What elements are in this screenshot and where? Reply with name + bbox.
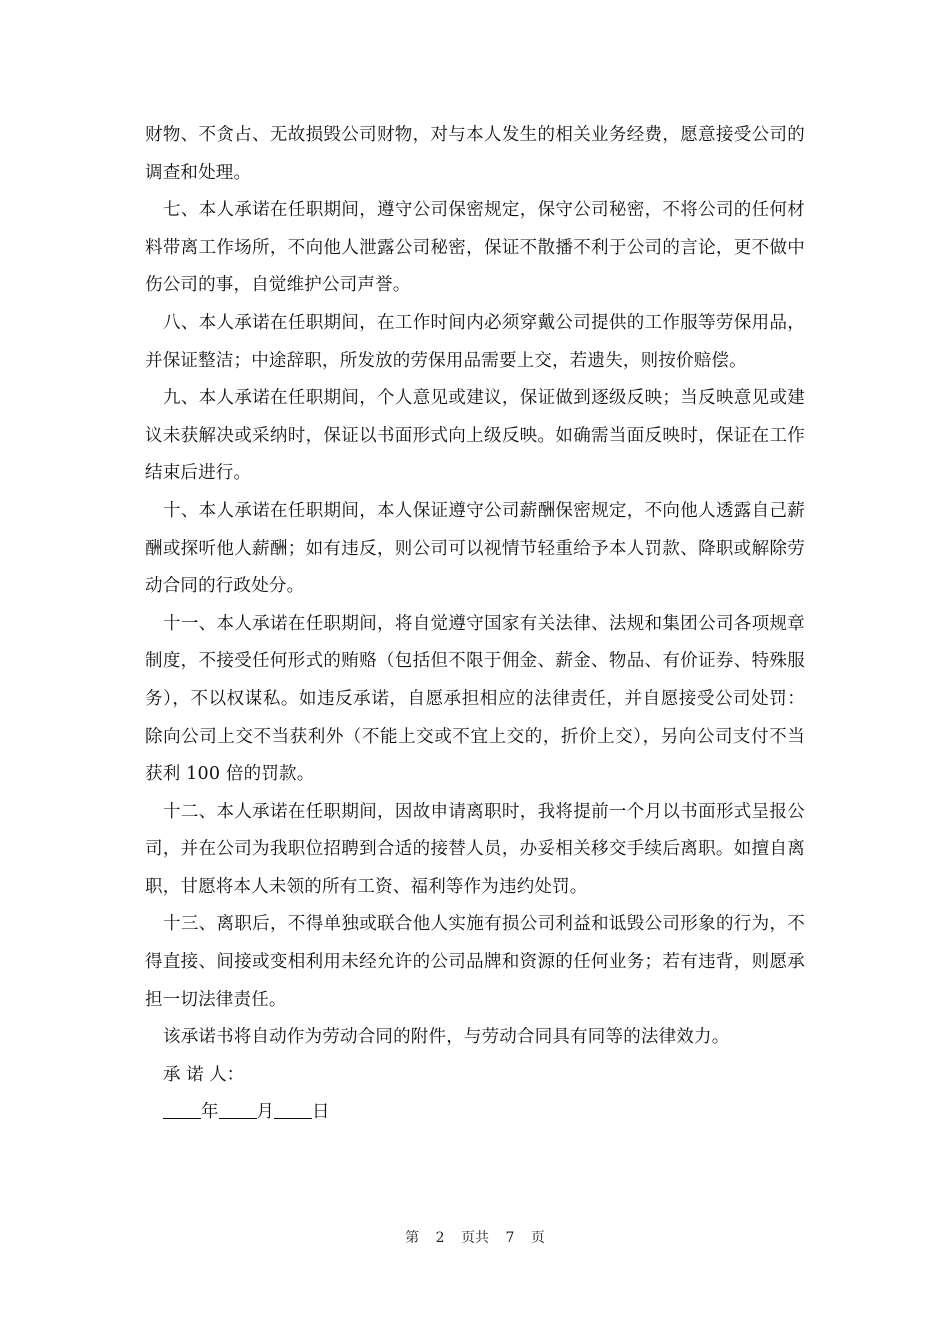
footer-total-pages: 7 — [505, 1230, 515, 1246]
page-footer — [0, 1227, 950, 1247]
paragraph-clause-9: 九、本人承诺在任职期间，个人意见或建议，保证做到逐级反映；当反映意见或建议未获解决或采纳时，保证以书面形式向上级反映。如确需当面反映时，保证在工作结束后进行。 — [145, 388, 805, 484]
paragraph-effect-statement: 该承诺书将自动作为劳动合同的附件，与劳动合同具有同等的法律效力。 — [163, 1027, 730, 1048]
footer-prefix: 第 — [405, 1230, 420, 1246]
day-blank — [274, 1096, 312, 1119]
paragraph-continuation: 财物、不贪占、无故损毁公司财物，对与本人发生的相关业务经费，愿意接受公司的调查和处理。 — [145, 125, 805, 183]
signature-label: 承 诺 人： — [163, 1064, 245, 1085]
month-label: 月 — [256, 1102, 274, 1123]
year-label: 年 — [201, 1102, 219, 1123]
paragraph-clause-12: 十二、本人承诺在任职期间，因故申请离职时，我将提前一个月以书面形式呈报公司，并在公司为我职位招聘到合适的接替人员，办妥相关移交手续后离职。如擅自离职，甘愿将本人未领的所有工资、福利等作为违约处罚。 — [145, 801, 805, 897]
paragraph-clause-11: 十一、本人承诺在任职期间，将自觉遵守国家有关法律、法规和集团公司各项规章制度，不接受任何形式的贿赂（包括但不限于佣金、薪金、物品、有价证券、特殊服务），不以权谋私。如违反承诺，自愿承担相应的法律责任，并自愿接受公司处罚：除向公司上交不当获利外（不能上交或不宜上交的，折价上交），另向公司支付不当获利 100 倍的罚款。 — [145, 613, 805, 785]
document-body — [145, 117, 805, 1132]
paragraph-clause-7: 七、本人承诺在任职期间，遵守公司保密规定，保守公司秘密，不将公司的任何材料带离工作场所，不向他人泄露公司秘密，保证不散播不利于公司的言论，更不做中伤公司的事，自觉维护公司声誉。 — [145, 200, 805, 296]
month-blank — [219, 1096, 257, 1119]
paragraph-clause-8: 八、本人承诺在任职期间，在工作时间内必须穿戴公司提供的工作服等劳保用品，并保证整洁；中途辞职，所发放的劳保用品需要上交，若遗失，则按价赔偿。 — [145, 312, 805, 371]
signature-date — [145, 1094, 805, 1132]
paragraph-clause-10: 十、本人承诺在任职期间，本人保证遵守公司薪酬保密规定，不向他人透露自己薪酬或探听他人薪酬；如有违反，则公司可以视情节轻重给予本人罚款、降职或解除劳动合同的行政处分。 — [145, 500, 805, 597]
year-blank — [163, 1096, 201, 1119]
footer-suffix: 页 — [530, 1230, 545, 1246]
day-label: 日 — [312, 1102, 330, 1123]
footer-middle: 页共 — [461, 1230, 489, 1246]
paragraph-clause-13: 十三、离职后，不得单独或联合他人实施有损公司利益和诋毁公司形象的行为，不得直接、间接或变相利用未经允许的公司品牌和资源的任何业务；若有违背，则愿承担一切法律责任。 — [145, 914, 805, 1010]
footer-current-page: 2 — [435, 1230, 445, 1246]
